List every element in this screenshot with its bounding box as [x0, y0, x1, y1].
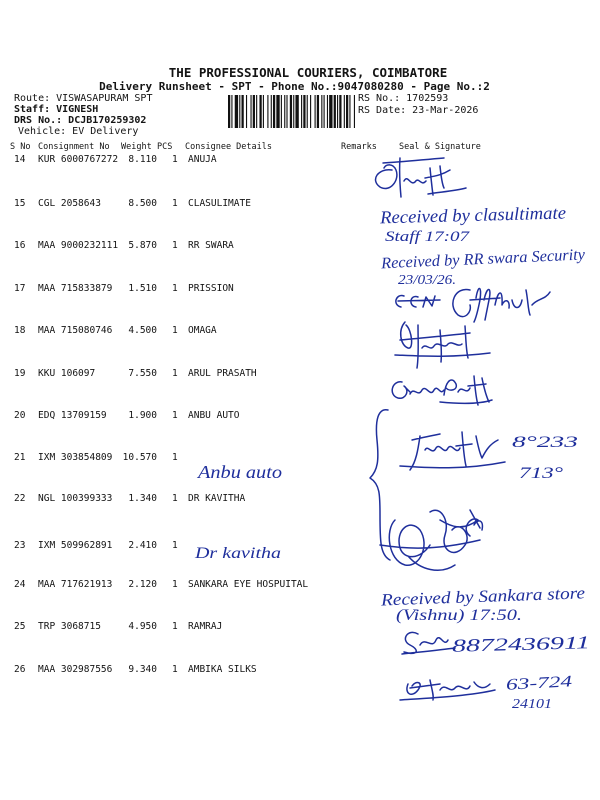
- consignment-number: MAA 9000232111: [38, 240, 119, 251]
- consignee-details: ANBU AUTO: [188, 410, 240, 421]
- column-header-sno: S No: [10, 142, 31, 152]
- barcode-bar: [317, 95, 319, 128]
- pieces: 1: [172, 540, 178, 551]
- barcode-bar: [293, 95, 294, 128]
- barcode-bar: [271, 95, 272, 128]
- barcode-bar: [295, 95, 298, 128]
- pieces: 1: [172, 198, 178, 209]
- serial-number: 25: [14, 621, 26, 632]
- handwritten-note: 24101: [512, 697, 552, 712]
- serial-number: 26: [14, 664, 26, 675]
- consignment-number: MAA 717621913: [38, 579, 113, 590]
- drs-number: DRS No.: DCJB170259302: [14, 115, 147, 126]
- barcode-bar: [246, 95, 247, 128]
- handwritten-received-time: (Vishnu) 17:50.: [396, 607, 522, 624]
- barcode-bar: [256, 95, 257, 128]
- consignment-number: NGL 100399333: [38, 493, 113, 504]
- handwritten-phone-number: 8872436911: [451, 633, 541, 656]
- weight: 10.570: [122, 452, 157, 463]
- consignee-details: SANKARA EYE HOSPUITAL: [188, 579, 309, 590]
- barcode-bar: [290, 95, 292, 128]
- serial-number: 16: [14, 240, 26, 251]
- serial-number: 15: [14, 198, 26, 209]
- weight: 5.870: [128, 240, 157, 251]
- weight: 4.500: [128, 325, 157, 336]
- handwritten-received-time: Staff 17:07: [385, 229, 471, 245]
- weight: 1.900: [128, 410, 157, 421]
- handwritten-consignee: Anbu auto: [196, 462, 282, 482]
- signature-row-26: [400, 680, 495, 700]
- handwritten-consignee: Dr kavitha: [193, 545, 281, 562]
- consignee-details: RAMRAJ: [188, 621, 223, 632]
- handwritten-received-note: Received by RR swara Security: [380, 246, 582, 273]
- table-row: [0, 540, 600, 552]
- pieces: 1: [172, 664, 178, 675]
- barcode-bar: [327, 95, 328, 128]
- table-row: [0, 154, 600, 166]
- barcode-bar: [250, 95, 251, 128]
- pieces: 1: [172, 154, 178, 165]
- runsheet-subtitle: Delivery Runsheet - SPT - Phone No.:9047080280 - Page No.:2: [99, 80, 490, 93]
- pieces: 1: [172, 283, 178, 294]
- consignment-number: TRP 3068715: [38, 621, 101, 632]
- table-header: [0, 142, 600, 153]
- barcode-bar: [273, 95, 275, 128]
- table-row: [0, 198, 600, 210]
- consignee-details: ANUJA: [188, 154, 217, 165]
- consignee-details: ARUL PRASATH: [188, 368, 257, 379]
- consignment-number: KKU 106097: [38, 368, 96, 379]
- table-row: [0, 579, 600, 591]
- bracket-mark: [370, 410, 390, 560]
- rs-number: RS No.: 1702593: [358, 93, 449, 104]
- vehicle-label: Vehicle: EV Delivery: [18, 126, 139, 137]
- barcode-bar: [281, 95, 282, 128]
- barcode-bar: [263, 95, 264, 128]
- barcode-bar: [284, 95, 285, 128]
- table-row: [0, 240, 600, 252]
- signature-row-19: [392, 376, 492, 405]
- consignee-details: OMAGA: [188, 325, 217, 336]
- weight: 1.340: [128, 493, 157, 504]
- barcode-bar: [301, 95, 302, 128]
- barcode: [228, 95, 355, 128]
- handwritten-received-note: Received by Sankara store: [380, 584, 562, 610]
- pieces: 1: [172, 452, 178, 463]
- consignment-number: IXM 509962891: [38, 540, 113, 551]
- barcode-bar: [315, 95, 316, 128]
- barcode-bar: [303, 95, 305, 128]
- barcode-bar: [337, 95, 338, 128]
- column-header-signature: Seal & Signature: [399, 142, 481, 152]
- barcode-bar: [334, 95, 336, 128]
- staff-label: Staff: VIGNESH: [14, 104, 99, 115]
- table-row: [0, 493, 600, 505]
- weight: 9.340: [128, 664, 157, 675]
- handwritten-note: 63-724: [505, 674, 552, 694]
- barcode-bar: [329, 95, 332, 128]
- serial-number: 14: [14, 154, 26, 165]
- consignment-number: EDQ 13709159: [38, 410, 107, 421]
- pieces: 1: [172, 410, 178, 421]
- barcode-bar: [321, 95, 322, 128]
- column-header-consignee: Consignee Details: [185, 142, 272, 152]
- pieces: 1: [172, 368, 178, 379]
- serial-number: 20: [14, 410, 26, 421]
- consignee-details: AMBIKA SILKS: [188, 664, 257, 675]
- serial-number: 22: [14, 493, 26, 504]
- barcode-bar: [324, 95, 325, 128]
- barcode-bar: [286, 95, 287, 128]
- serial-number: 17: [14, 283, 26, 294]
- serial-number: 19: [14, 368, 26, 379]
- consignment-number: IXM 303854809: [38, 452, 113, 463]
- weight: 8.500: [128, 198, 157, 209]
- barcode-bar: [228, 95, 230, 128]
- barcode-bar: [344, 95, 345, 128]
- barcode-bar: [239, 95, 240, 128]
- route-label: Route: VISWASAPURAM SPT: [14, 93, 153, 104]
- consignee-details: RR SWARA: [188, 240, 234, 251]
- consignee-details: DR KAVITHA: [188, 493, 246, 504]
- company-title: THE PROFESSIONAL COURIERS, COIMBATORE: [168, 65, 448, 80]
- pieces: 1: [172, 621, 178, 632]
- barcode-bar: [253, 95, 255, 128]
- barcode-bar: [241, 95, 243, 128]
- table-row: [0, 621, 600, 633]
- signature-row-25: [402, 632, 455, 654]
- pieces: 1: [172, 240, 178, 251]
- barcode-bar: [235, 95, 238, 128]
- serial-number: 18: [14, 325, 26, 336]
- table-row: [0, 452, 600, 464]
- consignment-number: MAA 715080746: [38, 325, 113, 336]
- serial-number: 24: [14, 579, 26, 590]
- barcode-bar: [231, 95, 232, 128]
- serial-number: 21: [14, 452, 26, 463]
- weight: 2.120: [128, 579, 157, 590]
- handwritten-note: 713°: [519, 465, 564, 482]
- column-header-pcs: PCS: [157, 142, 173, 152]
- barcode-bar: [354, 95, 355, 128]
- consignee-details: PRISSION: [188, 283, 234, 294]
- consignment-number: MAA 302987556: [38, 664, 113, 675]
- barcode-bar: [349, 95, 350, 128]
- serial-number: 23: [14, 540, 26, 551]
- rs-date: RS Date: 23-Mar-2026: [358, 105, 479, 116]
- table-row: [0, 283, 600, 295]
- handwritten-received-date: 23/03/26.: [398, 273, 456, 288]
- weight: 8.110: [128, 154, 157, 165]
- handwritten-note: 8°233: [512, 434, 578, 451]
- pieces: 1: [172, 325, 178, 336]
- weight: 4.950: [128, 621, 157, 632]
- pieces: 1: [172, 493, 178, 504]
- consignee-details: CLASULIMATE: [188, 198, 251, 209]
- table-row: [0, 368, 600, 380]
- consignment-number: KUR 6000767272: [38, 154, 119, 165]
- weight: 1.510: [128, 283, 157, 294]
- table-row: [0, 325, 600, 337]
- pieces: 1: [172, 579, 178, 590]
- consignment-number: CGL 2058643: [38, 198, 101, 209]
- column-header-remarks: Remarks: [341, 142, 377, 152]
- column-header-weight: Weight: [121, 142, 152, 152]
- weight: 7.550: [128, 368, 157, 379]
- weight: 2.410: [128, 540, 157, 551]
- barcode-bar: [307, 95, 308, 128]
- barcode-bar: [259, 95, 261, 128]
- barcode-bar: [310, 95, 311, 128]
- table-row: [0, 664, 600, 676]
- table-row: [0, 410, 600, 422]
- signature-row-21: [400, 432, 505, 470]
- column-header-consignment: Consignment No: [38, 142, 110, 152]
- consignment-number: MAA 715833879: [38, 283, 113, 294]
- handwritten-received-note: Received by clasultimate: [379, 202, 560, 228]
- barcode-bar: [276, 95, 279, 128]
- barcode-bar: [267, 95, 268, 128]
- barcode-bar: [346, 95, 348, 128]
- barcode-bar: [339, 95, 341, 128]
